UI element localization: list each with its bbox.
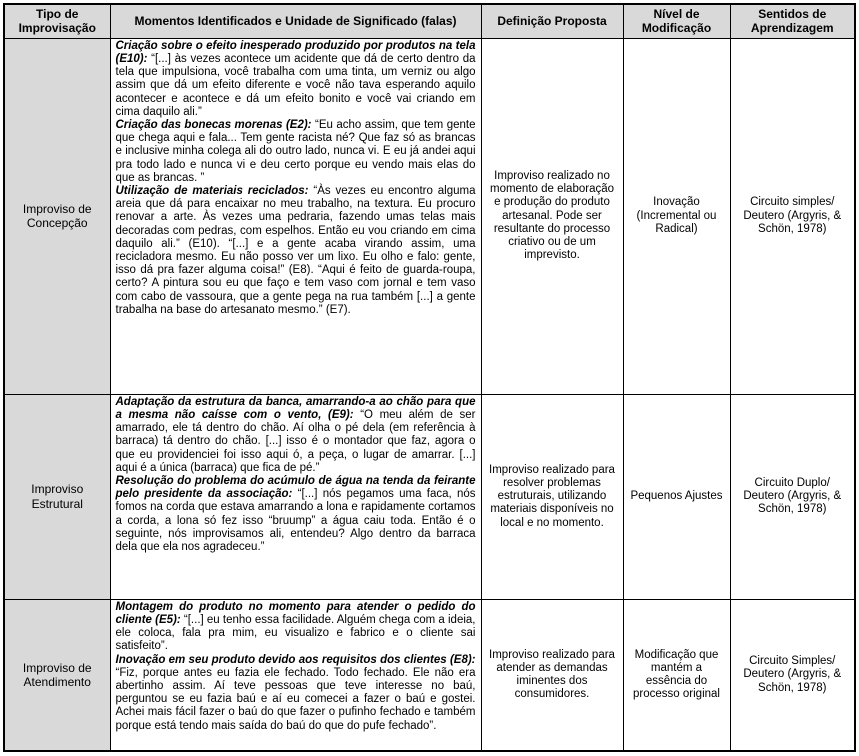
momento-paragraph	[116, 475, 476, 554]
momento-heading: Inovação em seu produto devido aos requisitos dos clientes (E8):	[115, 653, 476, 666]
momento-paragraph	[116, 654, 476, 733]
definicao-cell-atendimento: Improviso realizado para atender as demandas iminentes dos consumidores.	[481, 599, 623, 751]
momento-heading: Criação sobre o efeito inesperado produzido por produtos na tela (E10):	[115, 39, 476, 65]
momentos-cell-estrutural	[110, 394, 481, 599]
momento-quote: “Fiz, porque antes eu fazia ele fechado. Todo fechado. Ele não era abertinho assim. Aí teve pessoas que teve interesse no baú, perguntou se eu fazia baú e aí eu comecei a fazer o baú e gostei. Achei mais fácil fazer o baú do que fazer o pufinho fechado e também porque está tendo mais saída do baú do que do pufe fechado”.	[115, 666, 476, 732]
improvisation-table	[3, 3, 856, 752]
table-row-estrutural	[4, 394, 855, 599]
momento-quote: “[...] às vezes acontece um acidente que dá de certo dentro da tela que impulsiona, você trabalha com uma tinta, um verniz ou algo assim que dá um efeito diferente e você não tava esperando aquilo acontecer e acontece e dá um efeito bonito e você vai criando em cima daquilo ali.”	[115, 52, 476, 118]
momento-paragraph	[116, 119, 476, 185]
definicao-cell-concepcao: Improviso realizado no momento de elaboração e produção do produto artesanal. Pode ser resultante do processo criativo ou de um imprevisto.	[481, 38, 623, 394]
nivel-cell-atendimento: Modificação que mantém a essência do processo original	[623, 599, 730, 751]
column-header-momentos: Momentos Identificados e Unidade de Significado (falas)	[110, 4, 481, 38]
momento-heading: Resolução do problema do acúmulo de água na tenda da feirante pelo presidente da associação:	[115, 475, 476, 501]
sentidos-cell-atendimento: Circuito Simples/ Deutero (Argyris, & Schön, 1978)	[730, 599, 855, 751]
momento-quote: “Às vezes eu encontro alguma areia que dá para encaixar no meu trabalho, na textura. Eu procuro renovar a arte. Às vezes uma pedraria, fazendo umas telas mais decoradas com pedras, com espelhos. Então eu vou criando em cima daquilo ali.” (E10). “[...] e a gente acaba virando assim, uma recicladora mesmo. Eu não posso ver um lixo. Eu olho e falo: gente, isso dá pra fazer alguma coisa!” (E8). “Aqui é feito de guarda-roupa, certo? A pintura sou eu que faço e tem vaso com jornal e tem vaso com cabo de vassoura, que a gente pega na rua também [...] a gente trabalha na base do artesanato mesmo.” (E7).	[115, 185, 476, 316]
row-label-concepcao: Improviso de Concepção	[4, 38, 110, 394]
momento-heading: Criação das bonecas morenas (E2):	[115, 119, 315, 131]
table-row-atendimento	[4, 599, 855, 751]
column-header-definicao: Definição Proposta	[481, 4, 623, 38]
row-label-estrutural: Improviso Estrutural	[4, 394, 110, 599]
momentos-cell-concepcao	[110, 38, 481, 394]
row-label-atendimento: Improviso de Atendimento	[4, 599, 110, 751]
momento-paragraph	[116, 40, 476, 119]
column-header-sentidos: Sentidos de Aprendizagem	[730, 4, 855, 38]
momento-paragraph	[116, 396, 476, 475]
nivel-cell-concepcao: Inovação (Incremental ou Radical)	[623, 38, 730, 394]
nivel-cell-estrutural: Pequenos Ajustes	[623, 394, 730, 599]
momento-quote: “[...] eu tenho essa facilidade. Alguém chega com a ideia, ele coloca, fala pra mim, eu visualizo e fabrico e o cliente sai satisfeito”.	[115, 613, 476, 653]
momento-heading: Utilização de materiais reciclados:	[115, 185, 314, 198]
momento-paragraph	[116, 185, 476, 317]
definicao-cell-estrutural: Improviso realizado para resolver problemas estruturais, utilizando materiais disponíveis no local e no momento.	[481, 394, 623, 599]
momentos-cell-atendimento	[110, 599, 481, 751]
header-row	[4, 4, 855, 38]
momento-quote: “O meu além de ser amarrado, ele tá dentro do chão. Aí olha o pé dela (em referência à barraca) tá dentro do chão. [...] isso é o montador que faz, agora o que eu providenciei foi isso aqui ó, a peça, o lugar de amarrar. [...] aqui é a única (barraca) que fica de pé.”	[115, 408, 476, 474]
column-header-nivel: Nível de Modificação	[623, 4, 730, 38]
column-header-tipo-improvisacao: Tipo de Improvisação	[4, 4, 110, 38]
momento-paragraph	[116, 601, 476, 654]
sentidos-cell-concepcao: Circuito simples/ Deutero (Argyris, & Schön, 1978)	[730, 38, 855, 394]
momento-quote: “[...] nós pegamos uma faca, nós fomos na corda que estava amarrando a lona e rapidamente cortamos a corda, a lona só fez isso “bruump” a água caiu toda. Então é o seguinte, nós improvisamos ali, entendeu? Algo dentro da barraca dela que ela nos agradeceu.”	[115, 488, 476, 554]
momento-quote: “Eu acho assim, que tem gente que chega aqui e fala... Tem gente racista né? Que faz só as brancas e inclusive minha colega ali do outro lado, nunca vi. E eu já andei aqui pra todo lado e nunca vi e deu certo porque eu vendo mais elas do que as brancas. ”	[115, 119, 476, 184]
momento-heading: Montagem do produto no momento para atender o pedido do cliente (E5):	[115, 600, 476, 626]
sentidos-cell-estrutural: Circuito Duplo/ Deutero (Argyris, & Schön, 1978)	[730, 394, 855, 599]
momento-heading: Adaptação da estrutura da banca, amarrando-a ao chão para que a mesma não caísse com o vento, (E9):	[115, 395, 476, 421]
table-row-concepcao	[4, 38, 855, 394]
